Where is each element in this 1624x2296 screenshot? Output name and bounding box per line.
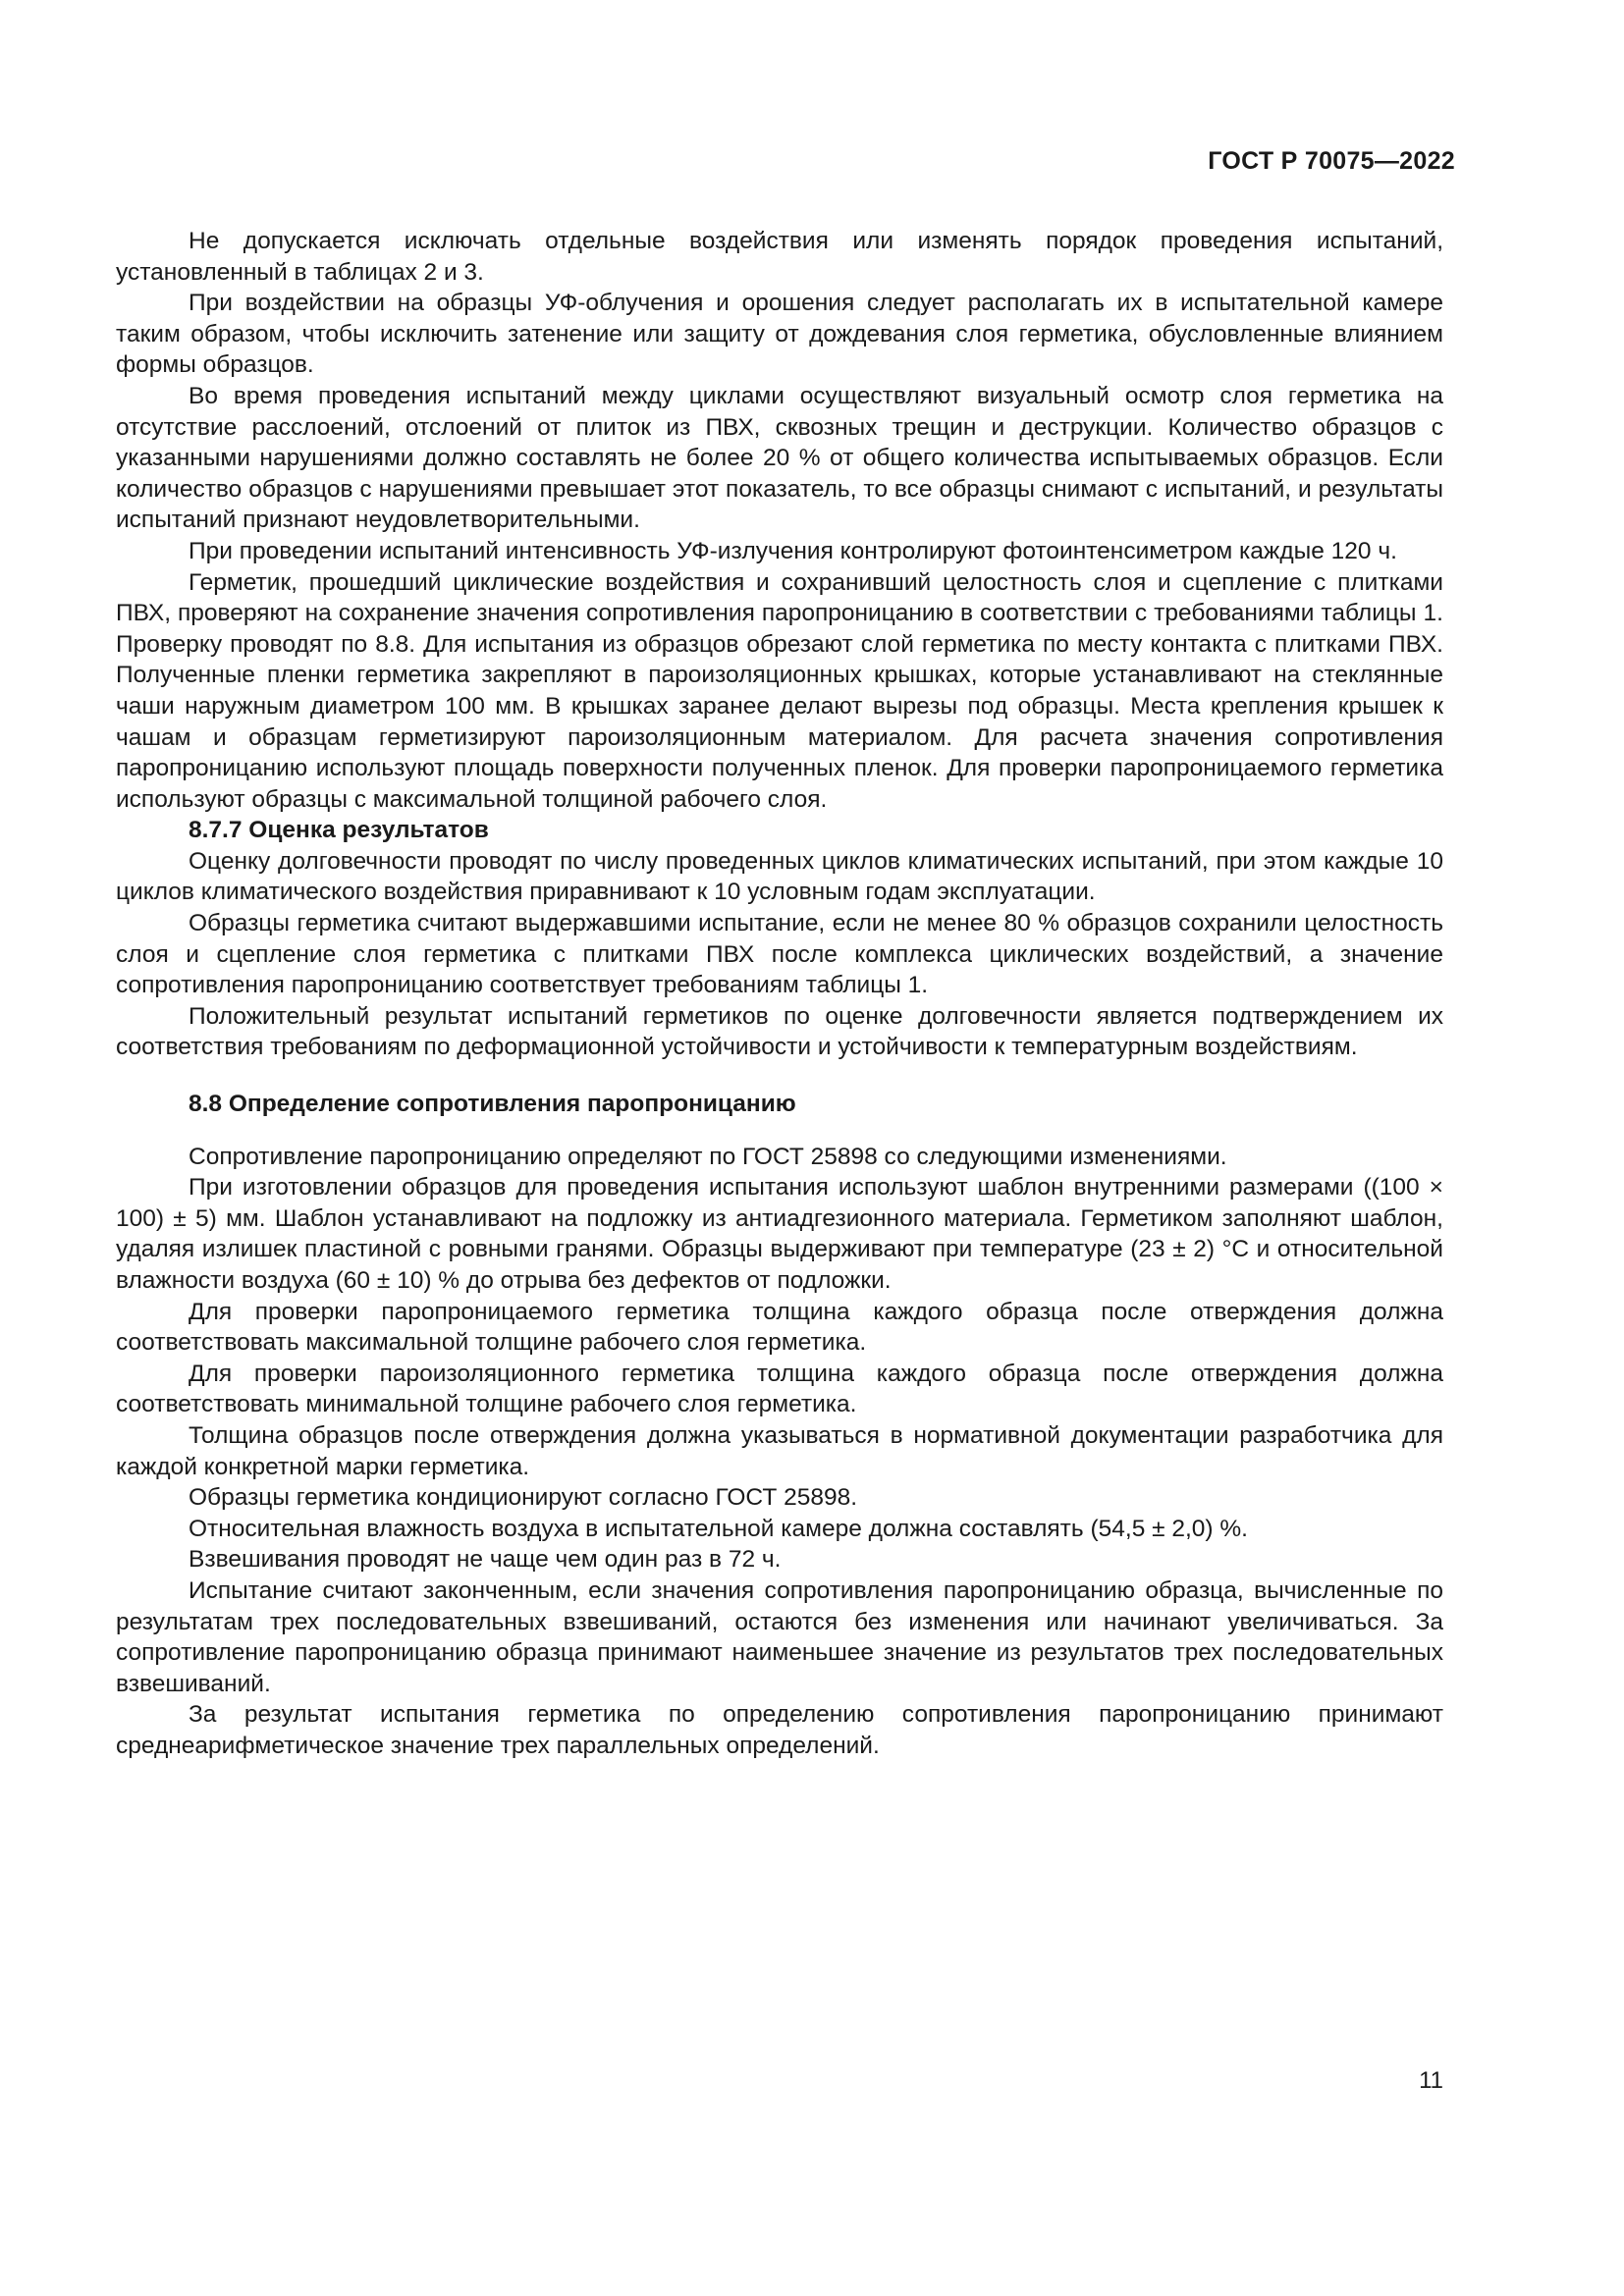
paragraph: Для проверки пароизоляционного герметика толщина каждого образца после отверждения должна соответствовать минимальной толщине рабочего слоя герметика. [116,1360,1443,1418]
paragraph: Образцы герметика кондиционируют согласно ГОСТ 25898. [189,1484,858,1512]
paragraph: Взвешивания проводят не чаще чем один раз в 72 ч. [189,1546,782,1574]
paragraph: Для проверки паропроницаемого герметика толщина каждого образца после отверждения должна соответствовать максимальной толщине рабочего слоя герметика. [116,1298,1443,1357]
paragraph: При воздействии на образцы УФ-облучения и орошения следует располагать их в испытательной камере таким образом, чтобы исключить затенение или защиту от дождевания слоя герметика, обусловленные влиянием формы образцов. [116,290,1443,379]
paragraph: Относительная влажность воздуха в испытательной камере должна составлять (54,5 ± 2,0) %. [189,1515,1248,1542]
paragraph: Испытание считают законченным, если значения сопротивления паропроницанию образца, вычисленные по результатам трех последовательных взвешиваний, остаются без изменения или начинают увеличиваться. За сопротивление паропроницанию образца принимают наименьшее значение из результатов трех последовательных взвешиваний. [116,1576,1443,1697]
paragraph: Положительный результат испытаний герметиков по оценке долговечности является подтверждением их соответствия требованиям по деформационной устойчивости и устойчивости к температурным воздействиям. [116,1002,1443,1061]
paragraph: Толщина образцов после отверждения должна указываться в нормативной документации разработчика для каждой конкретной марки герметика. [116,1421,1443,1480]
subsection-heading-8-7-7: 8.7.7 Оценка результатов [189,817,489,844]
paragraph: Во время проведения испытаний между циклами осуществляют визуальный осмотр слоя герметика на отсутствие расслоений, отслоений от плиток из ПВХ, сквозных трещин и деструкции. Количество образцов с указанными нарушениями должно составлять не более 20 % от общего количества испытываемых образцов. Если количество образцов с нарушениями превышает этот показатель, то все образцы снимают с испытаний, и результаты испытаний признают неудовлетворительными. [116,382,1443,534]
page-number: 11 [1419,2067,1443,2094]
document-body [116,226,1443,1762]
section-heading-8-8: 8.8 Определение сопротивления паропроницанию [189,1091,796,1118]
paragraph: При изготовлении образцов для проведения испытания используют шаблон внутренними размерами ((100 × 100) ± 5) мм. Шаблон устанавливают на подложку из антиадгезионного материала. Герметиком заполняют шаблон, удаляя излишек пластиной с ровными гранями. Образцы выдерживают при температуре (23 ± 2) °С и относительной влажности воздуха (60 ± 10) % до отрыва без дефектов от подложки. [116,1174,1443,1294]
paragraph: Образцы герметика считают выдержавшими испытание, если не менее 80 % образцов сохранили целостность слоя и сцепление слоя герметика с плитками ПВХ после комплекса циклических воздействий, а значение сопротивления паропроницанию соответствует требованиям таблицы 1. [116,910,1443,999]
document-code: ГОСТ Р 70075—2022 [1208,147,1455,175]
paragraph: Не допускается исключать отдельные воздействия или изменять порядок проведения испытаний, установленный в таблицах 2 и 3. [116,228,1443,286]
paragraph: Оценку долговечности проводят по числу проведенных циклов климатических испытаний, при этом каждые 10 циклов климатического воздействия приравнивают к 10 условным годам эксплуатации. [116,847,1443,906]
paragraph: Сопротивление паропроницанию определяют по ГОСТ 25898 со следующими изменениями. [189,1143,1227,1170]
paragraph: При проведении испытаний интенсивность УФ-излучения контролируют фотоинтенсиметром каждые 120 ч. [189,537,1397,564]
paragraph: Герметик, прошедший циклические воздействия и сохранивший целостность слоя и сцепление с плитками ПВХ, проверяют на сохранение значения сопротивления паропроницанию в соответствии с требованиями таблицы 1. Проверку проводят по 8.8. Для испытания из образцов обрезают слой герметика по месту контакта с плитками ПВХ. Полученные пленки герметика закрепляют в пароизоляционных крышках, которые устанавливают на стеклянные чаши наружным диаметром 100 мм. В крышках заранее делают вырезы под образцы. Места крепления крышек к чашам и образцам герметизируют пароизоляционным материалом. Для расчета значения сопротивления паропроницанию используют площадь поверхности полученных пленок. Для проверки паропроницаемого герметика используют образцы с максимальной толщиной рабочего слоя. [116,568,1443,813]
paragraph: За результат испытания герметика по определению сопротивления паропроницанию принимают среднеарифметическое значение трех параллельных определений. [116,1701,1443,1759]
